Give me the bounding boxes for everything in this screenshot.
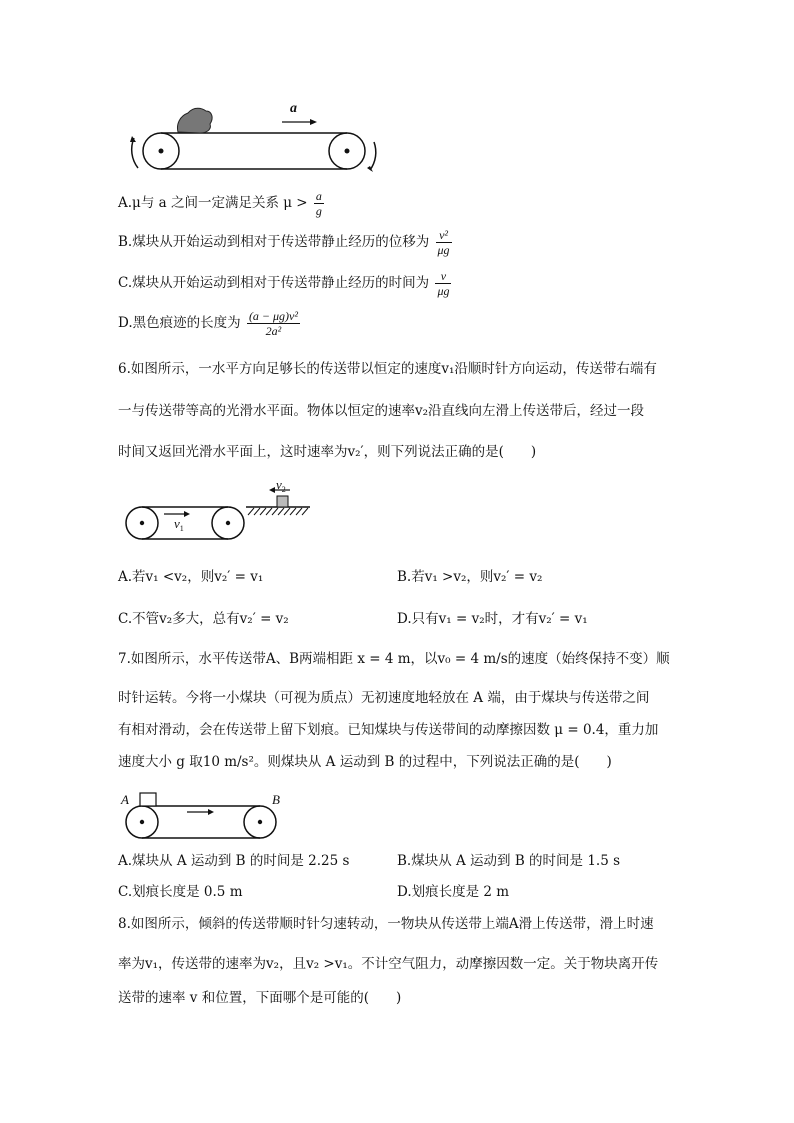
coal-block-icon xyxy=(140,793,156,806)
q7-option-a[interactable]: A.煤块从 A 运动到 B 的时间是 2.25 s xyxy=(118,853,350,869)
q5-accel-label: a xyxy=(290,101,297,116)
q7-stem-line4: 速度大小 g 取10 m/s²。则煤块从 A 运动到 B 的过程中，下列说法正确的是( ) xyxy=(118,754,612,770)
fraction: $\frac{\text{v²}}{\mu g}$ xyxy=(437,228,450,257)
q6-option-c[interactable]: C.不管v₂多大，总有v₂′ = v₂ xyxy=(118,611,289,627)
q5-option-a[interactable]: A.μ与 a 之间一定满足关系 μ > $\frac{a}{g}$ xyxy=(118,189,322,218)
q7-label-a: A xyxy=(121,792,129,807)
q7-label-b: B xyxy=(272,792,280,807)
q6-option-a[interactable]: A.若v₁ <v₂，则v₂′ = v₁ xyxy=(118,569,264,585)
q6-stem-line2: 一与传送带等高的光滑水平面。物体以恒定的速率v₂沿直线向左滑上传送带后，经过一段 xyxy=(118,403,645,419)
q7-stem-line3: 有相对滑动，会在传送带上留下划痕。已知煤块与传送带间的动摩擦因数 μ = 0.4，重力加 xyxy=(118,722,659,738)
q8-stem-line2: 率为v₁，传送带的速率为v₂，且v₂ >v₁。不计空气阻力，动摩擦因数一定。关于物块离开传 xyxy=(118,956,659,972)
fraction: $\frac{a}{g}$ xyxy=(315,189,322,218)
q5-conveyor-figure xyxy=(120,96,390,176)
q6-stem-line3: 时间又返回光滑水平面上，这时速率为v₂′，则下列说法正确的是( ) xyxy=(118,444,537,460)
q7-option-c[interactable]: C.划痕长度是 0.5 m xyxy=(118,884,243,900)
q6-option-d[interactable]: D.只有v₁ = v₂时，才有v₂′ = v₁ xyxy=(397,611,588,627)
q6-stem-line1: 6.如图所示，一水平方向足够长的传送带以恒定的速度v₁沿顺时针方向运动，传送带右端有 xyxy=(118,361,657,377)
q7-stem-line1: 7.如图所示，水平传送带A、B两端相距 x = 4 m，以v₀ = 4 m/s的速度（始终保持不变）顺 xyxy=(118,651,670,667)
fraction: $\frac{\text{(a − μg)v²}}{\text{2a²}}$ xyxy=(248,309,298,338)
q8-stem-line3: 送带的速率 v 和位置，下面哪个是可能的( ) xyxy=(118,990,402,1006)
q7-option-d[interactable]: D.划痕长度是 2 m xyxy=(397,884,510,900)
q5-option-b[interactable]: B.煤块从开始运动到相对于传送带静止经历的位移为 $\frac{\text{v²}}{\mu g}$ xyxy=(118,228,450,257)
q7-stem-line2: 时针运转。今将一小煤块（可视为质点）无初速度地轻放在 A 端，由于煤块与传送带之间 xyxy=(118,690,650,706)
q6-v2-label: $v_2$ xyxy=(276,477,286,494)
q8-stem-line1: 8.如图所示，倾斜的传送带顺时针匀速转动，一物块从传送带上端A滑上传送带，滑上时速 xyxy=(118,916,654,932)
fraction: $\frac{v}{\mu g}$ xyxy=(437,269,450,298)
q6-option-b[interactable]: B.若v₁ >v₂，则v₂′ = v₂ xyxy=(397,569,543,585)
q5-option-d[interactable]: D.黑色痕迹的长度为 $\frac{\text{(a − μg)v²}}{\text{2a²}}$ xyxy=(118,309,298,338)
coal-block-icon xyxy=(177,108,212,133)
q6-v1-label: $v_1$ xyxy=(174,516,184,533)
q6-conveyor-figure xyxy=(120,478,320,548)
q5-option-c[interactable]: C.煤块从开始运动到相对于传送带静止经历的时间为 $\frac{v}{\mu g}$ xyxy=(118,269,450,298)
q7-option-b[interactable]: B.煤块从 A 运动到 B 的时间是 1.5 s xyxy=(397,853,621,869)
